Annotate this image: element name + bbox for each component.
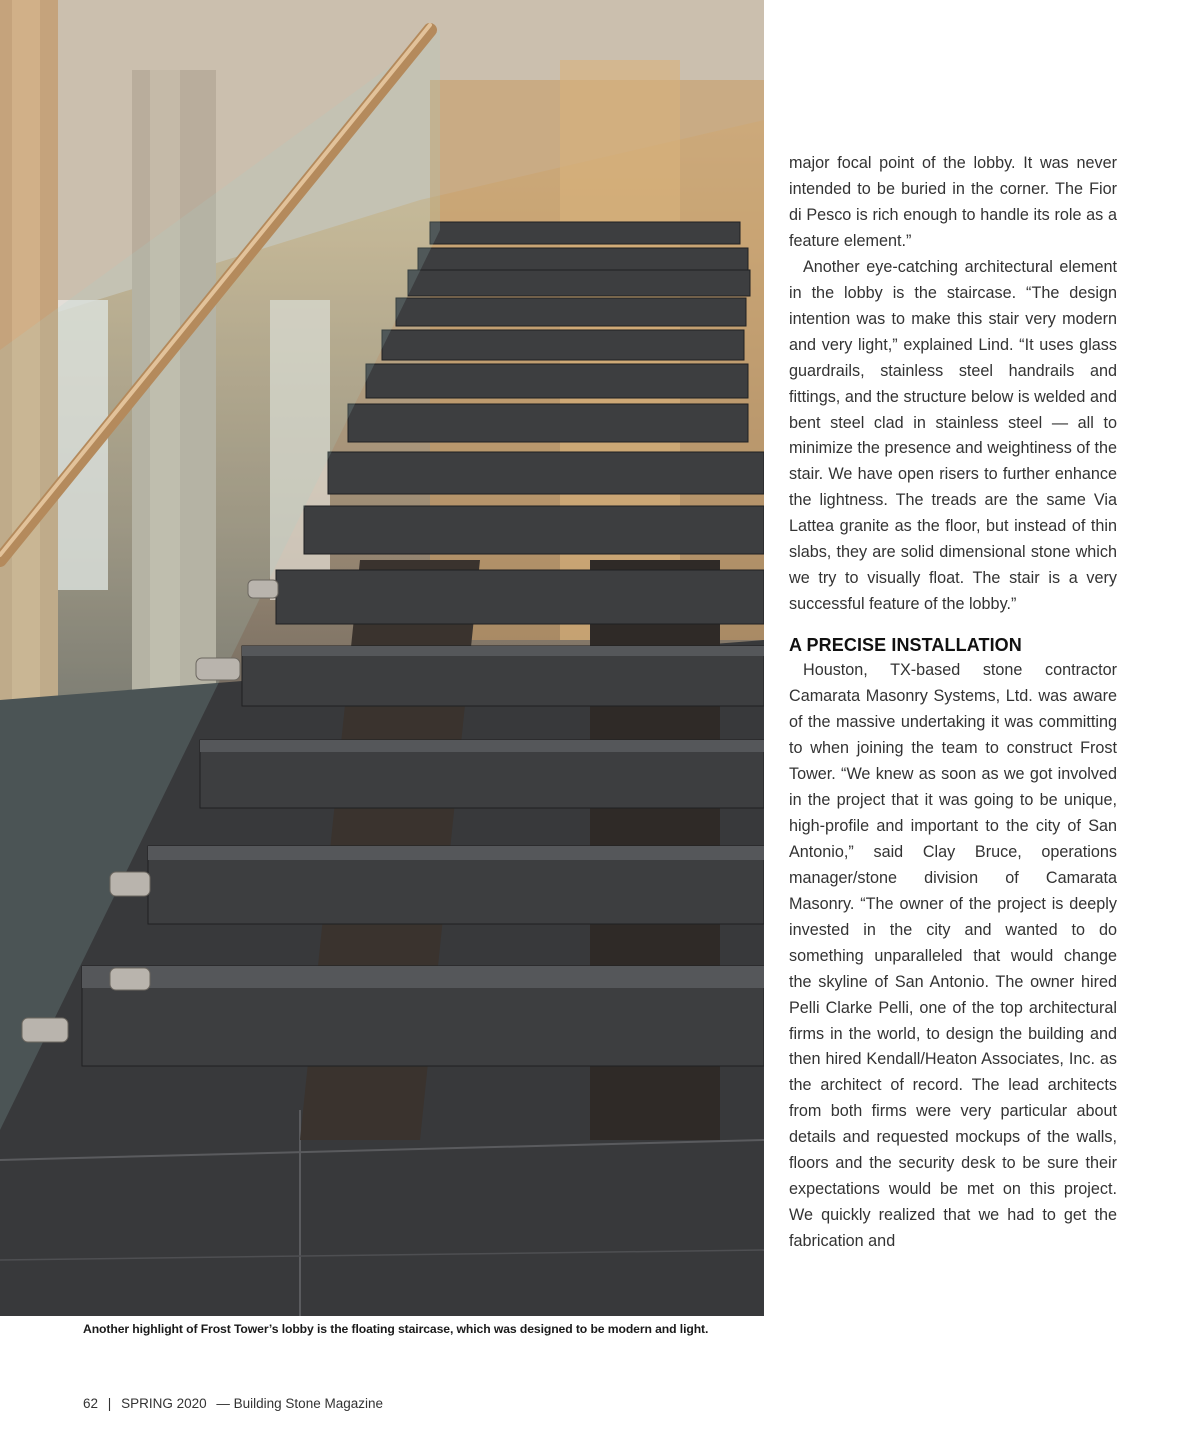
page-footer <box>83 1396 389 1411</box>
article-paragraph: Houston, TX-based stone contractor Camarata Masonry Systems, Ltd. was aware of the massive undertaking it was committing to when joining the team to construct Frost Tower. “We knew as soon as we got involved in the project that it was going to be unique, high-profile and important to the city of San Antonio,” said Clay Bruce, operations manager/stone division of Camarata Masonry. “The owner of the project is deeply invested in the city and wanted to do something unparalleled that would change the skyline of San Antonio. The owner hired Pelli Clarke Pelli, one of the top architectural firms in the world, to design the building and then hired Kendall/Heaton Associates, Inc. as the architect of record. The lead architects from both firms were very particular about details and requested mockups of the walls, floors and the security desk to be sure their expectations would be met on this project. We quickly realized that we had to get the fabrication and <box>789 661 1117 1251</box>
article-paragraph: Another eye-catching architectural element in the lobby is the staircase. “The design intention was to make this stair very modern and very light,” explained Lind. “It uses glass guardrails, stainless steel handrails and fittings, and the structure below is welded and bent steel clad in stainless steel — all to minimize the presence and weightiness of the stair. We have open risers to further enhance the lightness. The treads are the same Via Lattea granite as the floor, but instead of thin slabs, they are solid dimensional stone which we try to visually float. The stair is a very successful feature of the lobby.” <box>789 257 1117 614</box>
article-column <box>789 151 1117 1255</box>
photo-caption: Another highlight of Frost Tower’s lobby is the floating staircase, which was designed to be modern and light. <box>83 1322 709 1336</box>
page-number: 62 <box>83 1396 99 1411</box>
article-paragraph: major focal point of the lobby. It was never intended to be buried in the corner. The Fior di Pesco is rich enough to handle its role as a feature element.” <box>789 154 1117 250</box>
section-heading: A PRECISE INSTALLATION <box>789 635 1022 656</box>
issue-date: SPRING 2020 <box>121 1396 207 1411</box>
publication-name: — Building Stone Magazine <box>216 1396 383 1411</box>
footer-separator: | <box>107 1396 112 1411</box>
